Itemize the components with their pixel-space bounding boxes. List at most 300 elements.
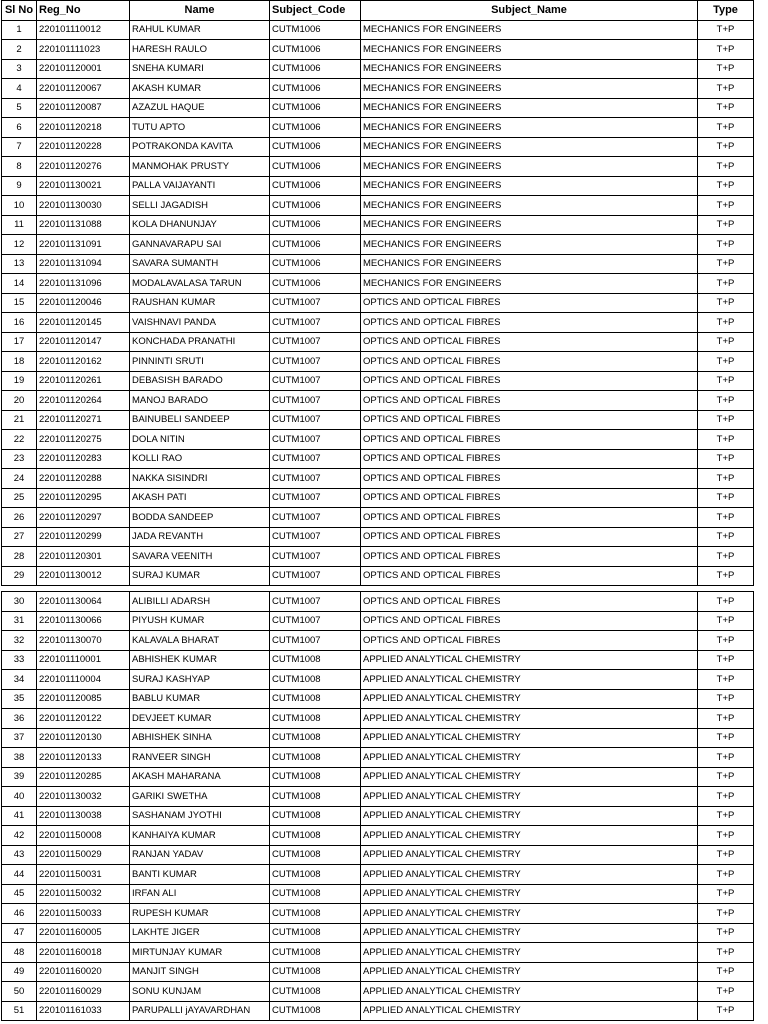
cell-type: T+P xyxy=(698,547,754,567)
cell-subject-name: APPLIED ANALYTICAL CHEMISTRY xyxy=(361,982,698,1002)
cell-subject-name: OPTICS AND OPTICAL FIBRES xyxy=(361,410,698,430)
cell-type: T+P xyxy=(698,274,754,294)
cell-name: SURAJ KUMAR xyxy=(130,566,270,586)
cell-sl-no: 22 xyxy=(2,430,37,450)
cell-subject-name: OPTICS AND OPTICAL FIBRES xyxy=(361,631,698,651)
cell-sl-no: 35 xyxy=(2,689,37,709)
cell-reg-no: 220101120122 xyxy=(37,709,130,729)
cell-name: DOLA NITIN xyxy=(130,430,270,450)
cell-subject-name: MECHANICS FOR ENGINEERS xyxy=(361,215,698,235)
cell-subject-code: CUTM1008 xyxy=(270,982,361,1002)
cell-name: MODALAVALASA TARUN xyxy=(130,274,270,294)
cell-sl-no: 45 xyxy=(2,884,37,904)
table-row xyxy=(2,449,754,469)
cell-reg-no: 220101120271 xyxy=(37,410,130,430)
cell-subject-code: CUTM1008 xyxy=(270,787,361,807)
student-table-page2 xyxy=(1,591,754,1021)
cell-subject-code: CUTM1007 xyxy=(270,352,361,372)
cell-sl-no: 23 xyxy=(2,449,37,469)
table-row xyxy=(2,508,754,528)
table-row xyxy=(2,611,754,631)
cell-name: RANVEER SINGH xyxy=(130,748,270,768)
cell-sl-no: 29 xyxy=(2,566,37,586)
cell-sl-no: 26 xyxy=(2,508,37,528)
cell-sl-no: 5 xyxy=(2,98,37,118)
table-row xyxy=(2,806,754,826)
cell-name: PINNINTI SRUTI xyxy=(130,352,270,372)
cell-type: T+P xyxy=(698,650,754,670)
cell-subject-name: APPLIED ANALYTICAL CHEMISTRY xyxy=(361,709,698,729)
cell-type: T+P xyxy=(698,527,754,547)
cell-reg-no: 220101120297 xyxy=(37,508,130,528)
cell-name: AKASH MAHARANA xyxy=(130,767,270,787)
table-row xyxy=(2,709,754,729)
cell-subject-name: APPLIED ANALYTICAL CHEMISTRY xyxy=(361,787,698,807)
table-row xyxy=(2,430,754,450)
cell-type: T+P xyxy=(698,806,754,826)
cell-subject-code: CUTM1006 xyxy=(270,59,361,79)
cell-sl-no: 7 xyxy=(2,137,37,157)
cell-reg-no: 220101120276 xyxy=(37,157,130,177)
cell-sl-no: 21 xyxy=(2,410,37,430)
cell-subject-code: CUTM1008 xyxy=(270,943,361,963)
cell-type: T+P xyxy=(698,293,754,313)
cell-type: T+P xyxy=(698,943,754,963)
cell-subject-name: APPLIED ANALYTICAL CHEMISTRY xyxy=(361,670,698,690)
cell-subject-code: CUTM1006 xyxy=(270,176,361,196)
cell-type: T+P xyxy=(698,611,754,631)
cell-sl-no: 24 xyxy=(2,469,37,489)
cell-sl-no: 46 xyxy=(2,904,37,924)
cell-reg-no: 220101120288 xyxy=(37,469,130,489)
cell-sl-no: 36 xyxy=(2,709,37,729)
cell-sl-no: 31 xyxy=(2,611,37,631)
cell-sl-no: 33 xyxy=(2,650,37,670)
cell-subject-code: CUTM1007 xyxy=(270,430,361,450)
header-name: Name xyxy=(130,1,270,21)
cell-type: T+P xyxy=(698,728,754,748)
cell-type: T+P xyxy=(698,884,754,904)
cell-sl-no: 43 xyxy=(2,845,37,865)
cell-type: T+P xyxy=(698,176,754,196)
cell-reg-no: 220101110001 xyxy=(37,650,130,670)
cell-name: KANHAIYA KUMAR xyxy=(130,826,270,846)
cell-reg-no: 220101130012 xyxy=(37,566,130,586)
cell-sl-no: 14 xyxy=(2,274,37,294)
cell-subject-name: OPTICS AND OPTICAL FIBRES xyxy=(361,332,698,352)
cell-subject-code: CUTM1006 xyxy=(270,40,361,60)
cell-sl-no: 3 xyxy=(2,59,37,79)
cell-subject-code: CUTM1006 xyxy=(270,20,361,40)
cell-sl-no: 25 xyxy=(2,488,37,508)
table-row xyxy=(2,371,754,391)
cell-reg-no: 220101110012 xyxy=(37,20,130,40)
cell-name: BODDA SANDEEP xyxy=(130,508,270,528)
cell-name: ABHISHEK KUMAR xyxy=(130,650,270,670)
cell-subject-code: CUTM1008 xyxy=(270,1001,361,1021)
cell-sl-no: 27 xyxy=(2,527,37,547)
cell-name: SONU KUNJAM xyxy=(130,982,270,1002)
cell-subject-name: APPLIED ANALYTICAL CHEMISTRY xyxy=(361,689,698,709)
cell-sl-no: 19 xyxy=(2,371,37,391)
cell-subject-code: CUTM1007 xyxy=(270,293,361,313)
table-row xyxy=(2,79,754,99)
cell-sl-no: 13 xyxy=(2,254,37,274)
table-row xyxy=(2,527,754,547)
cell-type: T+P xyxy=(698,982,754,1002)
cell-subject-name: MECHANICS FOR ENGINEERS xyxy=(361,254,698,274)
table-row xyxy=(2,923,754,943)
cell-subject-name: APPLIED ANALYTICAL CHEMISTRY xyxy=(361,845,698,865)
cell-name: ABHISHEK SINHA xyxy=(130,728,270,748)
table-row xyxy=(2,313,754,333)
table-row xyxy=(2,469,754,489)
cell-reg-no: 220101120261 xyxy=(37,371,130,391)
cell-sl-no: 40 xyxy=(2,787,37,807)
table-row xyxy=(2,488,754,508)
cell-subject-name: APPLIED ANALYTICAL CHEMISTRY xyxy=(361,865,698,885)
cell-subject-code: CUTM1008 xyxy=(270,689,361,709)
cell-subject-code: CUTM1008 xyxy=(270,865,361,885)
cell-reg-no: 220101150033 xyxy=(37,904,130,924)
cell-type: T+P xyxy=(698,865,754,885)
cell-reg-no: 220101120299 xyxy=(37,527,130,547)
cell-reg-no: 220101130032 xyxy=(37,787,130,807)
cell-subject-name: MECHANICS FOR ENGINEERS xyxy=(361,137,698,157)
cell-type: T+P xyxy=(698,98,754,118)
cell-type: T+P xyxy=(698,118,754,138)
cell-name: SNEHA KUMARI xyxy=(130,59,270,79)
cell-sl-no: 2 xyxy=(2,40,37,60)
table-row xyxy=(2,196,754,216)
cell-reg-no: 220101120264 xyxy=(37,391,130,411)
cell-sl-no: 20 xyxy=(2,391,37,411)
cell-reg-no: 220101120218 xyxy=(37,118,130,138)
cell-type: T+P xyxy=(698,313,754,333)
cell-subject-name: MECHANICS FOR ENGINEERS xyxy=(361,40,698,60)
cell-sl-no: 44 xyxy=(2,865,37,885)
cell-subject-name: MECHANICS FOR ENGINEERS xyxy=(361,79,698,99)
table-row xyxy=(2,592,754,612)
cell-subject-code: CUTM1008 xyxy=(270,845,361,865)
cell-type: T+P xyxy=(698,592,754,612)
table-row xyxy=(2,884,754,904)
table-row xyxy=(2,40,754,60)
cell-subject-name: APPLIED ANALYTICAL CHEMISTRY xyxy=(361,943,698,963)
cell-sl-no: 4 xyxy=(2,79,37,99)
cell-reg-no: 220101150032 xyxy=(37,884,130,904)
cell-subject-name: OPTICS AND OPTICAL FIBRES xyxy=(361,488,698,508)
cell-subject-code: CUTM1006 xyxy=(270,215,361,235)
cell-reg-no: 220101150031 xyxy=(37,865,130,885)
cell-name: KOLLI RAO xyxy=(130,449,270,469)
cell-reg-no: 220101160018 xyxy=(37,943,130,963)
cell-reg-no: 220101120285 xyxy=(37,767,130,787)
table-row xyxy=(2,176,754,196)
cell-name: ALIBILLI ADARSH xyxy=(130,592,270,612)
cell-name: AZAZUL HAQUE xyxy=(130,98,270,118)
table-row xyxy=(2,332,754,352)
cell-subject-name: APPLIED ANALYTICAL CHEMISTRY xyxy=(361,767,698,787)
cell-type: T+P xyxy=(698,845,754,865)
cell-name: NAKKA SISINDRI xyxy=(130,469,270,489)
cell-sl-no: 47 xyxy=(2,923,37,943)
table-row xyxy=(2,157,754,177)
cell-type: T+P xyxy=(698,748,754,768)
cell-subject-code: CUTM1006 xyxy=(270,118,361,138)
cell-reg-no: 220101131091 xyxy=(37,235,130,255)
cell-sl-no: 6 xyxy=(2,118,37,138)
cell-type: T+P xyxy=(698,1001,754,1021)
cell-sl-no: 32 xyxy=(2,631,37,651)
cell-reg-no: 220101120283 xyxy=(37,449,130,469)
cell-type: T+P xyxy=(698,137,754,157)
cell-sl-no: 11 xyxy=(2,215,37,235)
table-row xyxy=(2,410,754,430)
cell-type: T+P xyxy=(698,391,754,411)
cell-subject-code: CUTM1008 xyxy=(270,709,361,729)
cell-sl-no: 37 xyxy=(2,728,37,748)
cell-reg-no: 220101120133 xyxy=(37,748,130,768)
cell-type: T+P xyxy=(698,670,754,690)
cell-subject-code: CUTM1006 xyxy=(270,79,361,99)
table-row xyxy=(2,59,754,79)
table-row xyxy=(2,845,754,865)
cell-subject-code: CUTM1006 xyxy=(270,274,361,294)
cell-subject-code: CUTM1008 xyxy=(270,923,361,943)
cell-type: T+P xyxy=(698,332,754,352)
table-row xyxy=(2,1001,754,1021)
header-subject-code: Subject_Code xyxy=(270,1,361,21)
cell-name: DEVJEET KUMAR xyxy=(130,709,270,729)
cell-type: T+P xyxy=(698,488,754,508)
cell-subject-name: APPLIED ANALYTICAL CHEMISTRY xyxy=(361,1001,698,1021)
cell-sl-no: 15 xyxy=(2,293,37,313)
cell-reg-no: 220101150008 xyxy=(37,826,130,846)
cell-subject-name: APPLIED ANALYTICAL CHEMISTRY xyxy=(361,923,698,943)
cell-name: AKASH KUMAR xyxy=(130,79,270,99)
cell-subject-name: MECHANICS FOR ENGINEERS xyxy=(361,118,698,138)
cell-subject-name: MECHANICS FOR ENGINEERS xyxy=(361,274,698,294)
cell-name: SURAJ KASHYAP xyxy=(130,670,270,690)
cell-name: SELLI JAGADISH xyxy=(130,196,270,216)
table-row xyxy=(2,254,754,274)
cell-reg-no: 220101111023 xyxy=(37,40,130,60)
cell-subject-code: CUTM1008 xyxy=(270,904,361,924)
cell-name: IRFAN ALI xyxy=(130,884,270,904)
cell-subject-name: OPTICS AND OPTICAL FIBRES xyxy=(361,469,698,489)
cell-subject-name: MECHANICS FOR ENGINEERS xyxy=(361,176,698,196)
cell-type: T+P xyxy=(698,196,754,216)
cell-name: SAVARA SUMANTH xyxy=(130,254,270,274)
cell-sl-no: 34 xyxy=(2,670,37,690)
cell-subject-code: CUTM1008 xyxy=(270,806,361,826)
cell-subject-code: CUTM1008 xyxy=(270,650,361,670)
cell-reg-no: 220101130066 xyxy=(37,611,130,631)
cell-reg-no: 220101120275 xyxy=(37,430,130,450)
cell-sl-no: 51 xyxy=(2,1001,37,1021)
cell-reg-no: 220101130038 xyxy=(37,806,130,826)
cell-name: RANJAN YADAV xyxy=(130,845,270,865)
cell-reg-no: 220101130070 xyxy=(37,631,130,651)
cell-subject-code: CUTM1007 xyxy=(270,410,361,430)
cell-reg-no: 220101160020 xyxy=(37,962,130,982)
cell-subject-code: CUTM1007 xyxy=(270,371,361,391)
cell-subject-code: CUTM1008 xyxy=(270,767,361,787)
cell-subject-code: CUTM1007 xyxy=(270,566,361,586)
cell-subject-name: OPTICS AND OPTICAL FIBRES xyxy=(361,592,698,612)
cell-name: PIYUSH KUMAR xyxy=(130,611,270,631)
cell-reg-no: 220101120085 xyxy=(37,689,130,709)
cell-reg-no: 220101130030 xyxy=(37,196,130,216)
cell-subject-name: OPTICS AND OPTICAL FIBRES xyxy=(361,371,698,391)
table-row xyxy=(2,547,754,567)
table-body-page2 xyxy=(2,592,754,1021)
cell-type: T+P xyxy=(698,449,754,469)
cell-subject-code: CUTM1008 xyxy=(270,748,361,768)
header-subject-name: Subject_Name xyxy=(361,1,698,21)
cell-name: MANOJ BARADO xyxy=(130,391,270,411)
cell-sl-no: 12 xyxy=(2,235,37,255)
cell-subject-name: APPLIED ANALYTICAL CHEMISTRY xyxy=(361,884,698,904)
cell-subject-name: MECHANICS FOR ENGINEERS xyxy=(361,98,698,118)
cell-type: T+P xyxy=(698,157,754,177)
cell-subject-code: CUTM1007 xyxy=(270,313,361,333)
cell-reg-no: 220101120147 xyxy=(37,332,130,352)
cell-type: T+P xyxy=(698,631,754,651)
cell-name: MIRTUNJAY KUMAR xyxy=(130,943,270,963)
cell-name: AKASH PATI xyxy=(130,488,270,508)
table-header-row xyxy=(2,1,754,21)
cell-name: VAISHNAVI PANDA xyxy=(130,313,270,333)
table-row xyxy=(2,767,754,787)
cell-type: T+P xyxy=(698,352,754,372)
cell-type: T+P xyxy=(698,20,754,40)
cell-subject-name: MECHANICS FOR ENGINEERS xyxy=(361,196,698,216)
cell-subject-code: CUTM1006 xyxy=(270,98,361,118)
cell-reg-no: 220101130021 xyxy=(37,176,130,196)
cell-sl-no: 28 xyxy=(2,547,37,567)
cell-subject-name: OPTICS AND OPTICAL FIBRES xyxy=(361,391,698,411)
cell-subject-name: OPTICS AND OPTICAL FIBRES xyxy=(361,313,698,333)
cell-name: RUPESH KUMAR xyxy=(130,904,270,924)
cell-reg-no: 220101131096 xyxy=(37,274,130,294)
cell-sl-no: 18 xyxy=(2,352,37,372)
cell-subject-name: APPLIED ANALYTICAL CHEMISTRY xyxy=(361,962,698,982)
cell-reg-no: 220101120130 xyxy=(37,728,130,748)
table-row xyxy=(2,215,754,235)
header-reg-no: Reg_No xyxy=(37,1,130,21)
cell-name: LAKHTE JIGER xyxy=(130,923,270,943)
table-row xyxy=(2,235,754,255)
cell-name: GANNAVARAPU SAI xyxy=(130,235,270,255)
cell-subject-name: OPTICS AND OPTICAL FIBRES xyxy=(361,449,698,469)
table-row xyxy=(2,962,754,982)
cell-reg-no: 220101161033 xyxy=(37,1001,130,1021)
cell-subject-code: CUTM1006 xyxy=(270,157,361,177)
cell-sl-no: 10 xyxy=(2,196,37,216)
cell-sl-no: 50 xyxy=(2,982,37,1002)
cell-name: POTRAKONDA KAVITA xyxy=(130,137,270,157)
cell-type: T+P xyxy=(698,371,754,391)
student-table-page1 xyxy=(1,0,754,586)
cell-subject-name: OPTICS AND OPTICAL FIBRES xyxy=(361,527,698,547)
cell-reg-no: 220101120067 xyxy=(37,79,130,99)
cell-name: HARESH RAULO xyxy=(130,40,270,60)
cell-reg-no: 220101120228 xyxy=(37,137,130,157)
cell-subject-name: OPTICS AND OPTICAL FIBRES xyxy=(361,352,698,372)
cell-sl-no: 9 xyxy=(2,176,37,196)
cell-type: T+P xyxy=(698,40,754,60)
table-row xyxy=(2,650,754,670)
cell-type: T+P xyxy=(698,566,754,586)
cell-type: T+P xyxy=(698,508,754,528)
cell-subject-name: MECHANICS FOR ENGINEERS xyxy=(361,20,698,40)
cell-type: T+P xyxy=(698,469,754,489)
cell-subject-name: OPTICS AND OPTICAL FIBRES xyxy=(361,566,698,586)
cell-reg-no: 220101120145 xyxy=(37,313,130,333)
cell-sl-no: 42 xyxy=(2,826,37,846)
cell-name: RAHUL KUMAR xyxy=(130,20,270,40)
table-row xyxy=(2,631,754,651)
table-row xyxy=(2,98,754,118)
cell-subject-code: CUTM1006 xyxy=(270,235,361,255)
cell-subject-name: MECHANICS FOR ENGINEERS xyxy=(361,59,698,79)
cell-subject-code: CUTM1007 xyxy=(270,592,361,612)
cell-type: T+P xyxy=(698,923,754,943)
cell-subject-name: APPLIED ANALYTICAL CHEMISTRY xyxy=(361,826,698,846)
cell-subject-code: CUTM1008 xyxy=(270,884,361,904)
cell-subject-code: CUTM1006 xyxy=(270,196,361,216)
cell-subject-code: CUTM1008 xyxy=(270,826,361,846)
cell-subject-name: OPTICS AND OPTICAL FIBRES xyxy=(361,547,698,567)
table-row xyxy=(2,748,754,768)
cell-type: T+P xyxy=(698,709,754,729)
table-body-page1 xyxy=(2,20,754,586)
cell-subject-name: APPLIED ANALYTICAL CHEMISTRY xyxy=(361,650,698,670)
cell-subject-name: APPLIED ANALYTICAL CHEMISTRY xyxy=(361,806,698,826)
cell-sl-no: 1 xyxy=(2,20,37,40)
cell-subject-name: MECHANICS FOR ENGINEERS xyxy=(361,235,698,255)
cell-reg-no: 220101120295 xyxy=(37,488,130,508)
cell-subject-name: OPTICS AND OPTICAL FIBRES xyxy=(361,508,698,528)
table-row xyxy=(2,391,754,411)
table-row xyxy=(2,943,754,963)
cell-subject-name: OPTICS AND OPTICAL FIBRES xyxy=(361,611,698,631)
cell-subject-code: CUTM1006 xyxy=(270,254,361,274)
cell-reg-no: 220101120301 xyxy=(37,547,130,567)
table-row xyxy=(2,293,754,313)
cell-reg-no: 220101120087 xyxy=(37,98,130,118)
header-type: Type xyxy=(698,1,754,21)
cell-name: MANJIT SINGH xyxy=(130,962,270,982)
cell-reg-no: 220101120162 xyxy=(37,352,130,372)
table-row xyxy=(2,787,754,807)
table-row xyxy=(2,826,754,846)
cell-type: T+P xyxy=(698,59,754,79)
cell-subject-name: APPLIED ANALYTICAL CHEMISTRY xyxy=(361,728,698,748)
cell-type: T+P xyxy=(698,787,754,807)
cell-name: TUTU APTO xyxy=(130,118,270,138)
cell-type: T+P xyxy=(698,79,754,99)
cell-name: JADA REVANTH xyxy=(130,527,270,547)
cell-reg-no: 220101120046 xyxy=(37,293,130,313)
cell-name: PALLA VAIJAYANTI xyxy=(130,176,270,196)
cell-reg-no: 220101130064 xyxy=(37,592,130,612)
cell-subject-code: CUTM1007 xyxy=(270,391,361,411)
table-row xyxy=(2,904,754,924)
cell-name: KALAVALA BHARAT xyxy=(130,631,270,651)
